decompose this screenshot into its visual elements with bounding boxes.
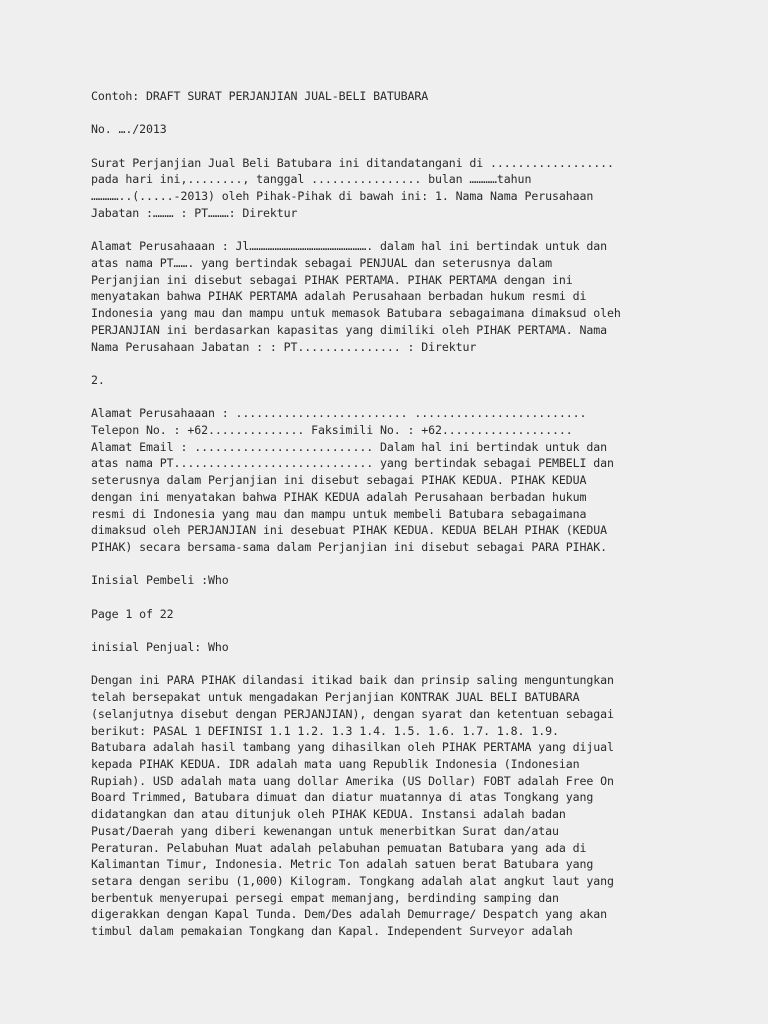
paragraph-definitions: Dengan ini PARA PIHAK dilandasi itikad baik dan prinsip saling menguntungkan telah bersepakat untuk mengadakan Perjanjian KONTRAK JUAL BELI BATUBARA (selanjutnya disebut dengan PERJANJIAN), dengan syarat dan ketentuan sebagai berikut: PASAL 1 DEFINISI 1.1 1.2. 1.3 1.4. 1.5. 1.6. 1.7. 1.8. 1.9. Batubara adalah hasil tambang yang dihasilkan oleh PIHAK PERTAMA yang dijual kepada PIHAK KEDUA. IDR adalah mata uang Republik Indonesia (Indonesian Rupiah). USD adalah mata uang dollar Amerika (US Dollar) FOBT adalah Free On Board Trimmed, Batubara dimuat dan diatur muatannya di atas Tongkang yang didatangkan dan atau ditunjuk oleh PIHAK KEDUA. Instansi adalah badan Pusat/Daerah yang diberi kewenangan untuk menerbitkan Surat dan/atau Peraturan. Pelabuhan Muat adalah pelabuhan pemuatan Batubara yang ada di Kalimantan Timur, Indonesia. Metric Ton adalah satuen berat Batubara yang setara dengan seribu (1,000) Kilogram. Tongkang adalah alat angkut laut yang berbentuk menyerupai persegi empat memanjang, berdinding samping dan digerakkan dengan Kapal Tunda. Dem/Des adalah Demurrage/ Despatch yang akan timbul dalam pemakaian Tongkang dan Kapal. Independent Surveyor adalah: [91, 673, 614, 939]
paragraph-number-2: 2.: [91, 372, 105, 387]
document-body: [91, 88, 691, 956]
paragraph-first-party: Alamat Perusahaaan : Jl……………………………………………. dalam hal ini bertindak untuk dan atas nama PT……. yang bertindak sebagai PENJUAL dan seterusnya dalam Perjanjian ini disebut sebagai PIHAK PERTAMA. PIHAK PERTAMA dengan ini menyatakan bahwa PIHAK PERTAMA adalah Perusahaan berbadan hukum resmi di Indonesia yang mau dan mampu untuk memasok Batubara sebagaimana dimaksud oleh PERJANJIAN ini berdasarkan kapasitas yang dimiliki oleh PIHAK PERTAMA. Nama Nama Perusahaan Jabatan : : PT............... : Direktur: [91, 239, 621, 354]
document-title: Contoh: DRAFT SURAT PERJANJIAN JUAL-BELI BATUBARA: [91, 89, 429, 103]
buyer-initial: Inisial Pembeli :Who: [91, 573, 229, 588]
paragraph-opening: Surat Perjanjian Jual Beli Batubara ini ditandatangani di .................. pada hari ini,........, tanggal ................ bulan …………tahun …………..(.....-2013) oleh Pihak-Pihak di bawah ini: 1. Nama Nama Perusahaan Jabatan :……… : PT………: Direktur: [91, 155, 614, 220]
paragraph-second-party: Alamat Perusahaaan : ......................... ......................... Telepon No. : +62.............. Faksimili No. : +62................... Alamat Email : .......................... Dalam hal ini bertindak untuk dan atas nama PT............................. yang bertindak sebagai PEMBELI dan seterusnya dalam Perjanjian ini disebut sebagai PIHAK KEDUA. PIHAK KEDUA dengan ini menyatakan bahwa PIHAK KEDUA adalah Perusahaan berbadan hukum resmi di Indonesia yang mau dan mampu untuk membeli Batubara sebagaimana dimaksud oleh PERJANJIAN ini desebuat PIHAK KEDUA. KEDUA BELAH PIHAK (KEDUA PIHAK) secara bersama-sama dalam Perjanjian ini disebut sebagai PARA PIHAK.: [91, 406, 614, 554]
document-number: No. …./2013: [91, 122, 167, 137]
seller-initial: inisial Penjual: Who: [91, 640, 229, 655]
page-indicator: Page 1 of 22: [91, 606, 174, 621]
